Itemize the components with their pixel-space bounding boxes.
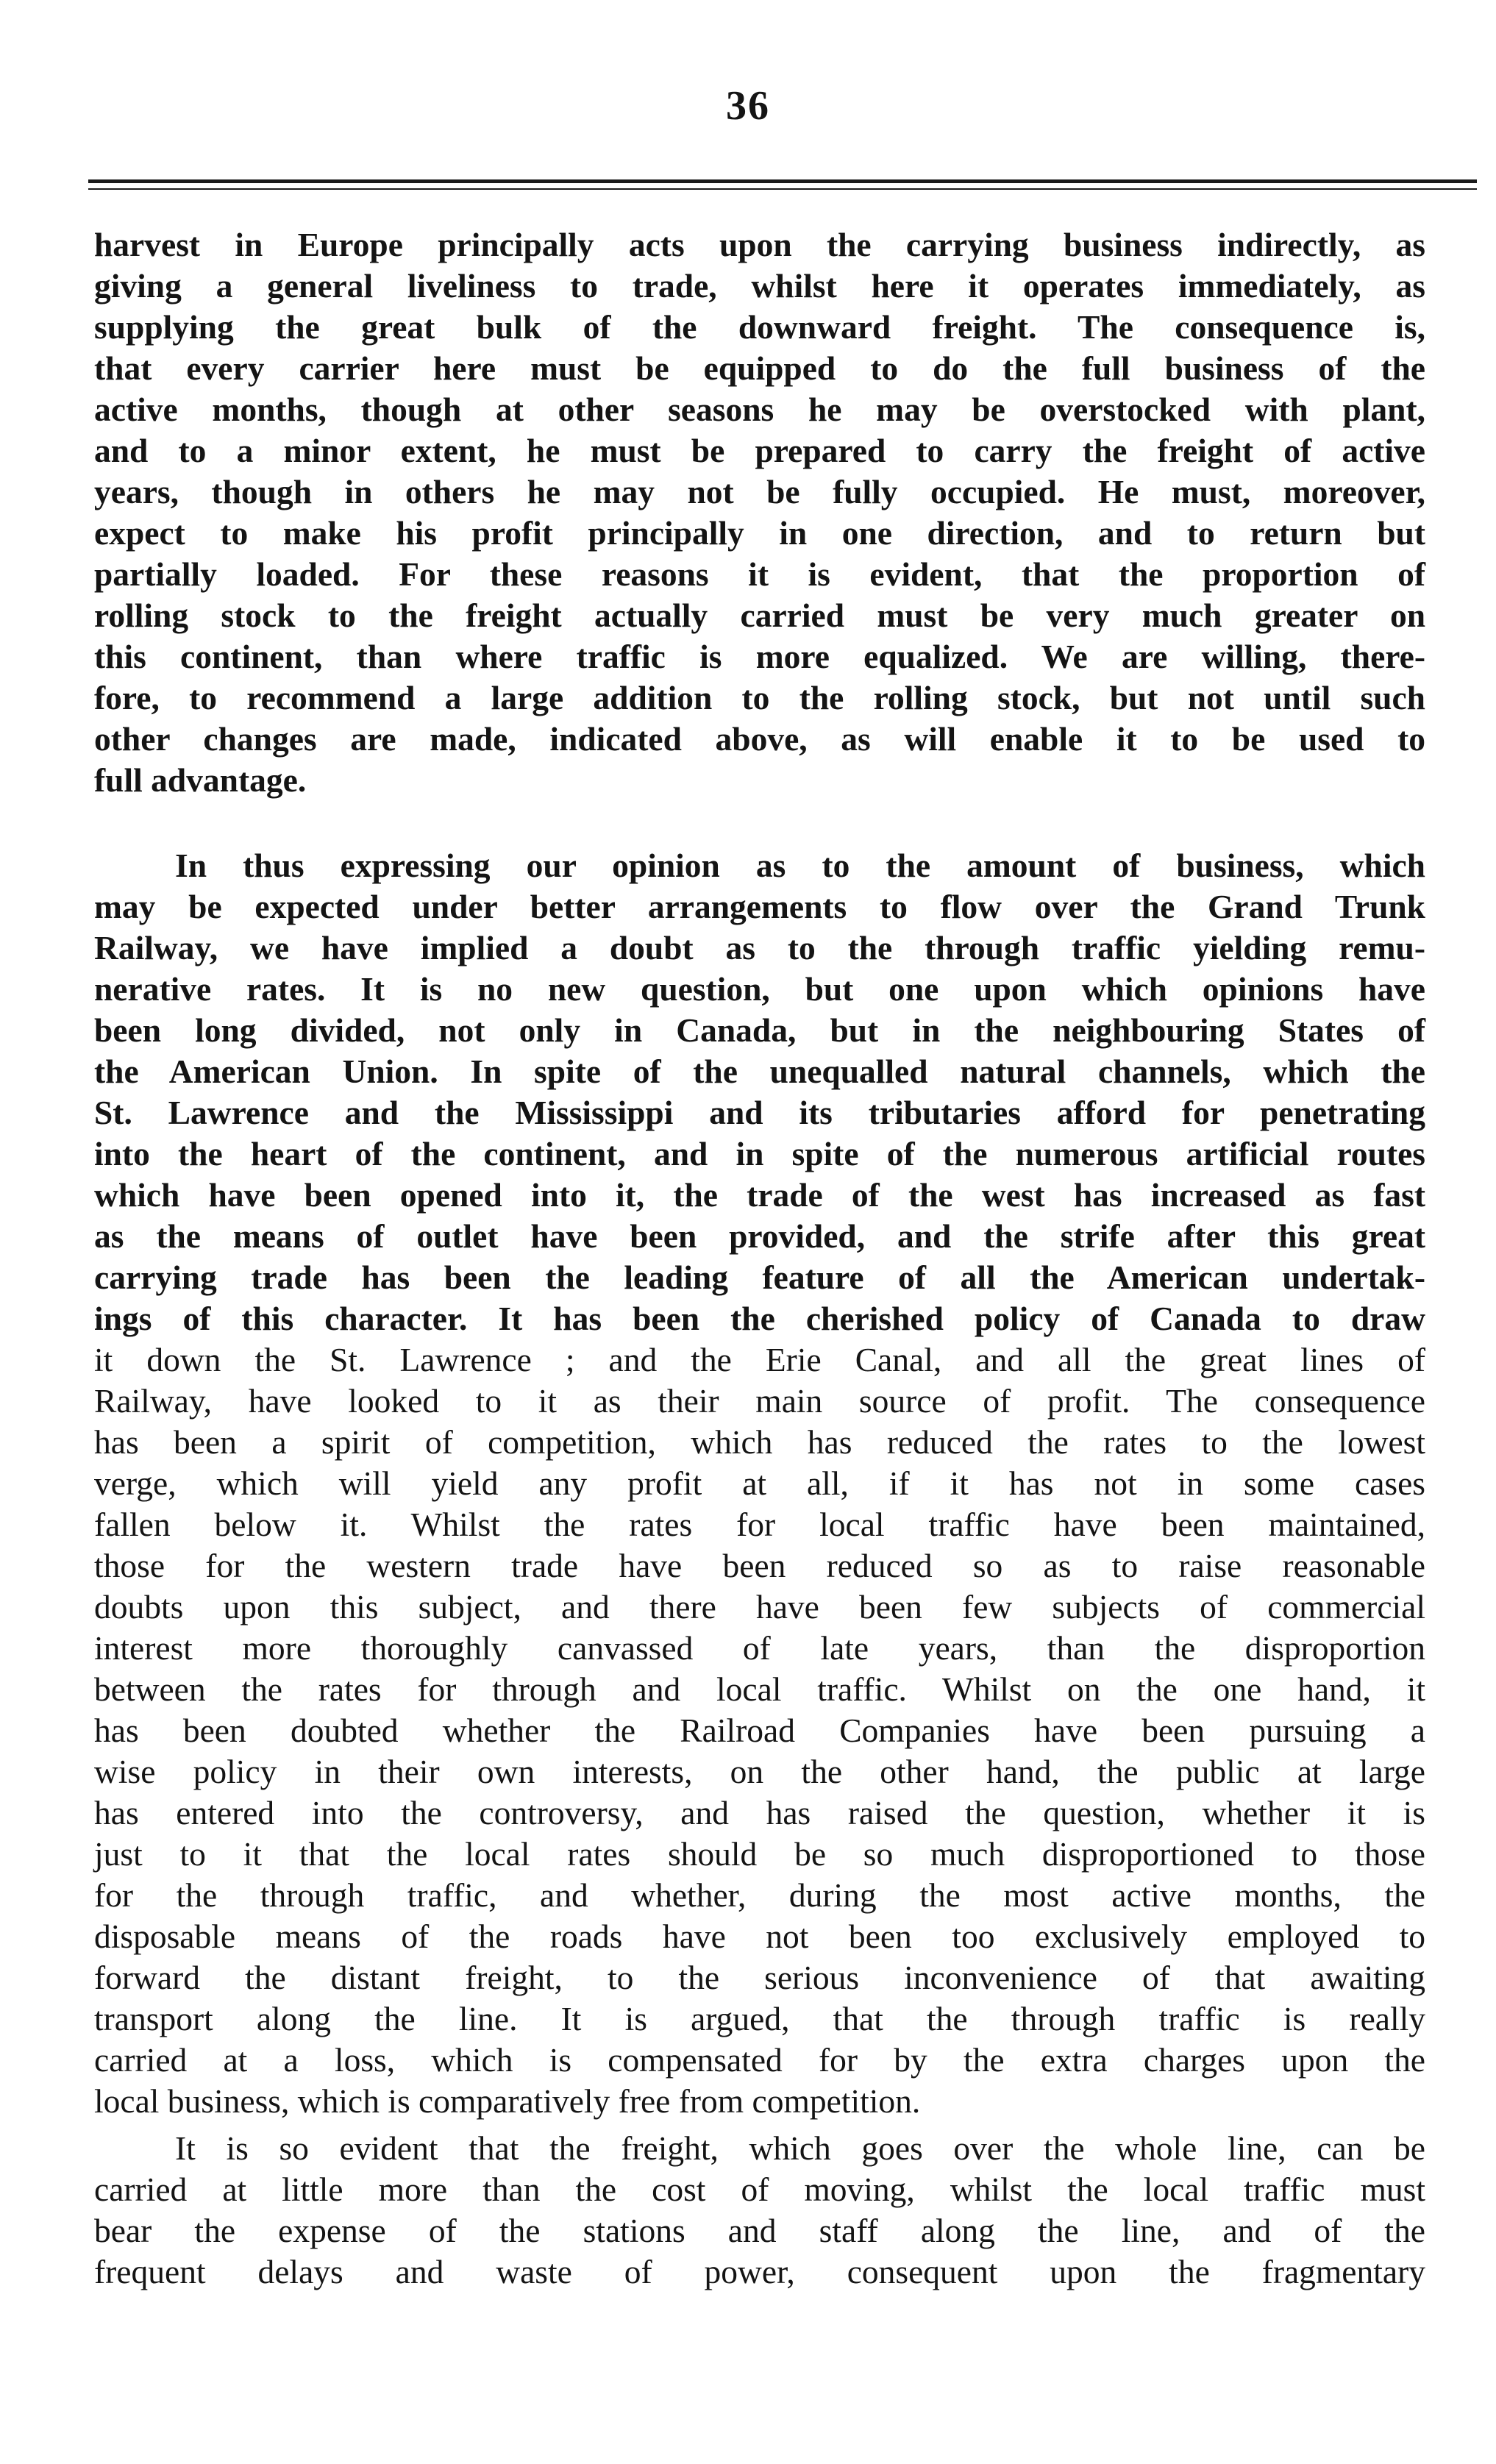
text-line: rolling stock to the freight actually carried must be very much greater on: [94, 597, 1425, 634]
text-line: has been a spirit of competition, which has reduced the rates to the lowest: [94, 1423, 1425, 1461]
text-line: into the heart of the continent, and in spite of the numerous artificial routes: [94, 1135, 1425, 1172]
paragraph-freight-cost: [94, 2128, 1425, 2293]
text-line: bear the expense of the stations and staff along the line, and of the: [94, 2212, 1425, 2249]
text-line: fallen below it. Whilst the rates for local traffic have been maintained,: [94, 1506, 1425, 1543]
text-line: just to it that the local rates should be so much disproportioned to those: [94, 1835, 1425, 1873]
text-line: interest more thoroughly canvassed of late years, than the disproportion: [94, 1629, 1425, 1667]
text-line: this continent, than where traffic is more equalized. We are willing, there-: [94, 638, 1425, 675]
text-line: which have been opened into it, the trade of the west has increased as fast: [94, 1176, 1425, 1214]
text-line: carried at little more than the cost of moving, whilst the local traffic must: [94, 2171, 1425, 2208]
text-line: It is so evident that the freight, which goes over the whole line, can be: [175, 2129, 1425, 2167]
text-line: transport along the line. It is argued, that the through traffic is really: [94, 2000, 1425, 2037]
text-line: St. Lawrence and the Mississippi and its tributaries afford for penetrating: [94, 1094, 1425, 1131]
text-line: for the through traffic, and whether, during the most active months, the: [94, 1876, 1425, 1914]
text-line: supplying the great bulk of the downward freight. The consequence is,: [94, 308, 1425, 346]
text-line: carrying trade has been the leading feature of all the American undertak-: [94, 1258, 1425, 1296]
paragraph-harvest: [94, 224, 1425, 801]
text-line: full advantage.: [94, 761, 307, 799]
text-line: frequent delays and waste of power, consequent upon the fragmentary: [94, 2253, 1425, 2290]
text-line: and to a minor extent, he must be prepared to carry the freight of active: [94, 432, 1425, 469]
text-line: partially loaded. For these reasons it is evident, that the proportion of: [94, 555, 1425, 593]
header-rule-thin: [88, 188, 1477, 190]
text-line: as the means of outlet have been provided, and the strife after this great: [94, 1217, 1425, 1255]
paragraph-through-traffic: [94, 845, 1425, 2122]
text-line: carried at a loss, which is compensated for by the extra charges upon the: [94, 2041, 1425, 2079]
text-line: may be expected under better arrangements to flow over the Grand Trunk: [94, 888, 1425, 925]
text-line: doubts upon this subject, and there have been few subjects of commercial: [94, 1588, 1425, 1626]
text-line: that every carrier here must be equipped to do the full business of the: [94, 349, 1425, 387]
text-line: has entered into the controversy, and has raised the question, whether it is: [94, 1794, 1425, 1831]
text-line: been long divided, not only in Canada, but in the neighbouring States of: [94, 1011, 1425, 1049]
text-line: fore, to recommend a large addition to the rolling stock, but not until such: [94, 679, 1425, 716]
text-line: wise policy in their own interests, on the other hand, the public at large: [94, 1753, 1425, 1790]
text-line: active months, though at other seasons he may be overstocked with plant,: [94, 391, 1425, 428]
page-number: 36: [726, 83, 770, 129]
text-line: expect to make his profit principally in one direction, and to return but: [94, 514, 1425, 552]
text-line: In thus expressing our opinion as to the amount of business, which: [175, 847, 1425, 884]
text-line: it down the St. Lawrence ; and the Erie Canal, and all the great lines of: [94, 1341, 1425, 1378]
text-line: other changes are made, indicated above, as will enable it to be used to: [94, 720, 1425, 758]
header-rule-thick: [88, 179, 1477, 183]
text-line: local business, which is comparatively free from competition.: [94, 2082, 921, 2120]
text-line: the American Union. In spite of the unequalled natural channels, which the: [94, 1053, 1425, 1090]
text-line: disposable means of the roads have not been too exclusively employed to: [94, 1918, 1425, 1955]
text-line: Railway, we have implied a doubt as to the through traffic yielding remu-: [94, 929, 1425, 966]
text-line: between the rates for through and local traffic. Whilst on the one hand, it: [94, 1670, 1425, 1708]
text-line: Railway, have looked to it as their main source of profit. The consequence: [94, 1382, 1425, 1420]
text-line: harvest in Europe principally acts upon the carrying business indirectly, as: [94, 226, 1425, 263]
text-line: has been doubted whether the Railroad Companies have been pursuing a: [94, 1712, 1425, 1749]
text-line: forward the distant freight, to the serious inconvenience of that awaiting: [94, 1959, 1425, 1996]
text-line: verge, which will yield any profit at all, if it has not in some cases: [94, 1464, 1425, 1502]
text-line: ings of this character. It has been the cherished policy of Canada to draw: [94, 1300, 1425, 1337]
text-line: those for the western trade have been reduced so as to raise reasonable: [94, 1547, 1425, 1584]
text-line: nerative rates. It is no new question, but one upon which opinions have: [94, 970, 1425, 1008]
text-line: giving a general liveliness to trade, whilst here it operates immediately, as: [94, 267, 1425, 305]
text-line: years, though in others he may not be fully occupied. He must, moreover,: [94, 473, 1425, 510]
